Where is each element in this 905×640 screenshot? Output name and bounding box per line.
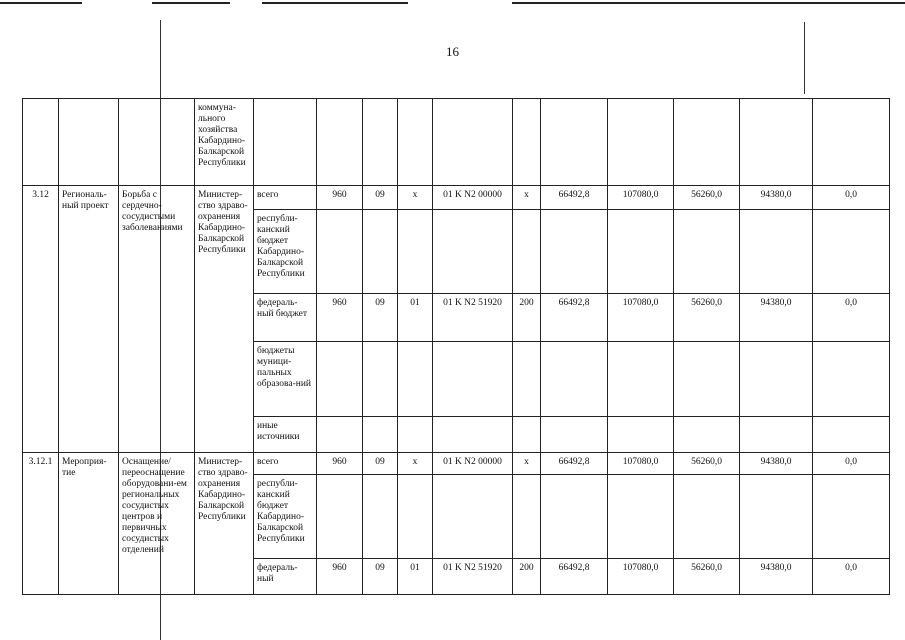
csr-cell: 01 K N2 00000 <box>433 186 513 210</box>
rz-cell: 09 <box>363 559 398 595</box>
cell <box>398 99 433 186</box>
amount-cell: 107080,0 <box>608 186 674 210</box>
amount-cell <box>740 210 813 294</box>
grbs-cell: 960 <box>317 186 363 210</box>
vr-cell: x <box>513 453 541 475</box>
amount-cell <box>674 475 740 559</box>
row-number: 3.12.1 <box>23 453 59 595</box>
amount-cell <box>813 342 890 417</box>
row-number: 3.12 <box>23 186 59 453</box>
amount-cell <box>813 475 890 559</box>
cell <box>608 99 674 186</box>
vr-cell <box>513 475 541 559</box>
amount-cell <box>541 475 608 559</box>
amount-cell <box>608 417 674 453</box>
amount-cell <box>740 475 813 559</box>
cell <box>813 99 890 186</box>
amount-cell: 94380,0 <box>740 559 813 595</box>
source-label: всего <box>254 186 317 210</box>
cell <box>23 99 59 186</box>
source-label: республи-канский бюджет Кабардино-Балкарской Республики <box>254 475 317 559</box>
rz-cell: 09 <box>363 186 398 210</box>
cell <box>119 99 195 186</box>
vr-cell <box>513 417 541 453</box>
grbs-cell <box>317 210 363 294</box>
pr-cell <box>398 475 433 559</box>
page-number: 16 <box>446 44 459 59</box>
cell <box>541 99 608 186</box>
source-label: бюджеты муници-пальных образова-ний <box>254 342 317 417</box>
grbs-cell <box>317 417 363 453</box>
amount-cell: 107080,0 <box>608 559 674 595</box>
source-label: всего <box>254 453 317 475</box>
csr-cell <box>433 475 513 559</box>
scan-top-line <box>262 2 408 4</box>
rz-cell <box>363 417 398 453</box>
cell <box>740 99 813 186</box>
row-title: Оснащение/ переоснащение оборудовани-ем региональных сосудистых центров и первичных сосудистых отделений <box>119 453 195 595</box>
source-label: иные источники <box>254 417 317 453</box>
cell <box>254 99 317 186</box>
csr-cell <box>433 417 513 453</box>
scan-top-line <box>152 2 230 4</box>
executor-cell: коммуна-льного хозяйства Кабардино-Балкарской Республики <box>195 99 254 186</box>
amount-cell <box>608 475 674 559</box>
rz-cell <box>363 210 398 294</box>
cell <box>674 99 740 186</box>
pr-cell <box>398 417 433 453</box>
grbs-cell: 960 <box>317 294 363 342</box>
cell <box>513 99 541 186</box>
table-row <box>23 99 890 186</box>
table-row <box>23 453 890 475</box>
amount-cell <box>541 417 608 453</box>
vr-cell: 200 <box>513 294 541 342</box>
amount-cell: 66492,8 <box>541 453 608 475</box>
amount-cell: 107080,0 <box>608 294 674 342</box>
pr-cell: 01 <box>398 294 433 342</box>
amount-cell: 107080,0 <box>608 453 674 475</box>
cell <box>317 99 363 186</box>
executor-cell: Министер-ство здраво-охранения Кабардино-Балкарской Республики <box>195 453 254 595</box>
amount-cell: 94380,0 <box>740 453 813 475</box>
row-title: Борьба с сердечно-сосудистыми заболеваниями <box>119 186 195 453</box>
amount-cell: 56260,0 <box>674 294 740 342</box>
executor-cell: Министер-ство здраво-охранения Кабардино-Балкарской Республики <box>195 186 254 453</box>
grbs-cell <box>317 342 363 417</box>
amount-cell: 0,0 <box>813 186 890 210</box>
amount-cell <box>541 210 608 294</box>
vr-cell: x <box>513 186 541 210</box>
csr-cell: 01 K N2 51920 <box>433 559 513 595</box>
grbs-cell <box>317 475 363 559</box>
amount-cell: 56260,0 <box>674 453 740 475</box>
csr-cell <box>433 210 513 294</box>
amount-cell: 0,0 <box>813 294 890 342</box>
amount-cell <box>813 417 890 453</box>
amount-cell: 94380,0 <box>740 294 813 342</box>
pr-cell <box>398 342 433 417</box>
amount-cell: 56260,0 <box>674 186 740 210</box>
cell <box>433 99 513 186</box>
source-label: федераль-ный <box>254 559 317 595</box>
scan-top-line <box>0 2 82 4</box>
amount-cell <box>674 342 740 417</box>
vr-cell <box>513 342 541 417</box>
pr-cell: 01 <box>398 559 433 595</box>
amount-cell: 94380,0 <box>740 186 813 210</box>
table-row <box>23 186 890 210</box>
pr-cell <box>398 210 433 294</box>
budget-table <box>22 98 890 595</box>
csr-cell: 01 K N2 00000 <box>433 453 513 475</box>
amount-cell: 0,0 <box>813 559 890 595</box>
row-status: Мероприя-тие <box>59 453 119 595</box>
rz-cell <box>363 475 398 559</box>
row-status: Региональ-ный проект <box>59 186 119 453</box>
csr-cell: 01 K N2 51920 <box>433 294 513 342</box>
amount-cell <box>674 210 740 294</box>
amount-cell <box>608 342 674 417</box>
amount-cell: 66492,8 <box>541 294 608 342</box>
source-label: республи-канский бюджет Кабардино-Балкарской Республики <box>254 210 317 294</box>
grbs-cell: 960 <box>317 453 363 475</box>
amount-cell <box>674 417 740 453</box>
rz-cell: 09 <box>363 453 398 475</box>
amount-cell: 0,0 <box>813 453 890 475</box>
pr-cell: x <box>398 453 433 475</box>
amount-cell <box>740 342 813 417</box>
cell <box>363 99 398 186</box>
csr-cell <box>433 342 513 417</box>
amount-cell: 56260,0 <box>674 559 740 595</box>
amount-cell <box>813 210 890 294</box>
vr-cell <box>513 210 541 294</box>
scan-top-line <box>512 2 905 4</box>
amount-cell <box>608 210 674 294</box>
pr-cell: x <box>398 186 433 210</box>
cell <box>59 99 119 186</box>
grbs-cell: 960 <box>317 559 363 595</box>
source-label: федераль-ный бюджет <box>254 294 317 342</box>
amount-cell: 66492,8 <box>541 559 608 595</box>
vr-cell: 200 <box>513 559 541 595</box>
rz-cell <box>363 342 398 417</box>
amount-cell <box>541 342 608 417</box>
amount-cell <box>740 417 813 453</box>
rz-cell: 09 <box>363 294 398 342</box>
amount-cell: 66492,8 <box>541 186 608 210</box>
